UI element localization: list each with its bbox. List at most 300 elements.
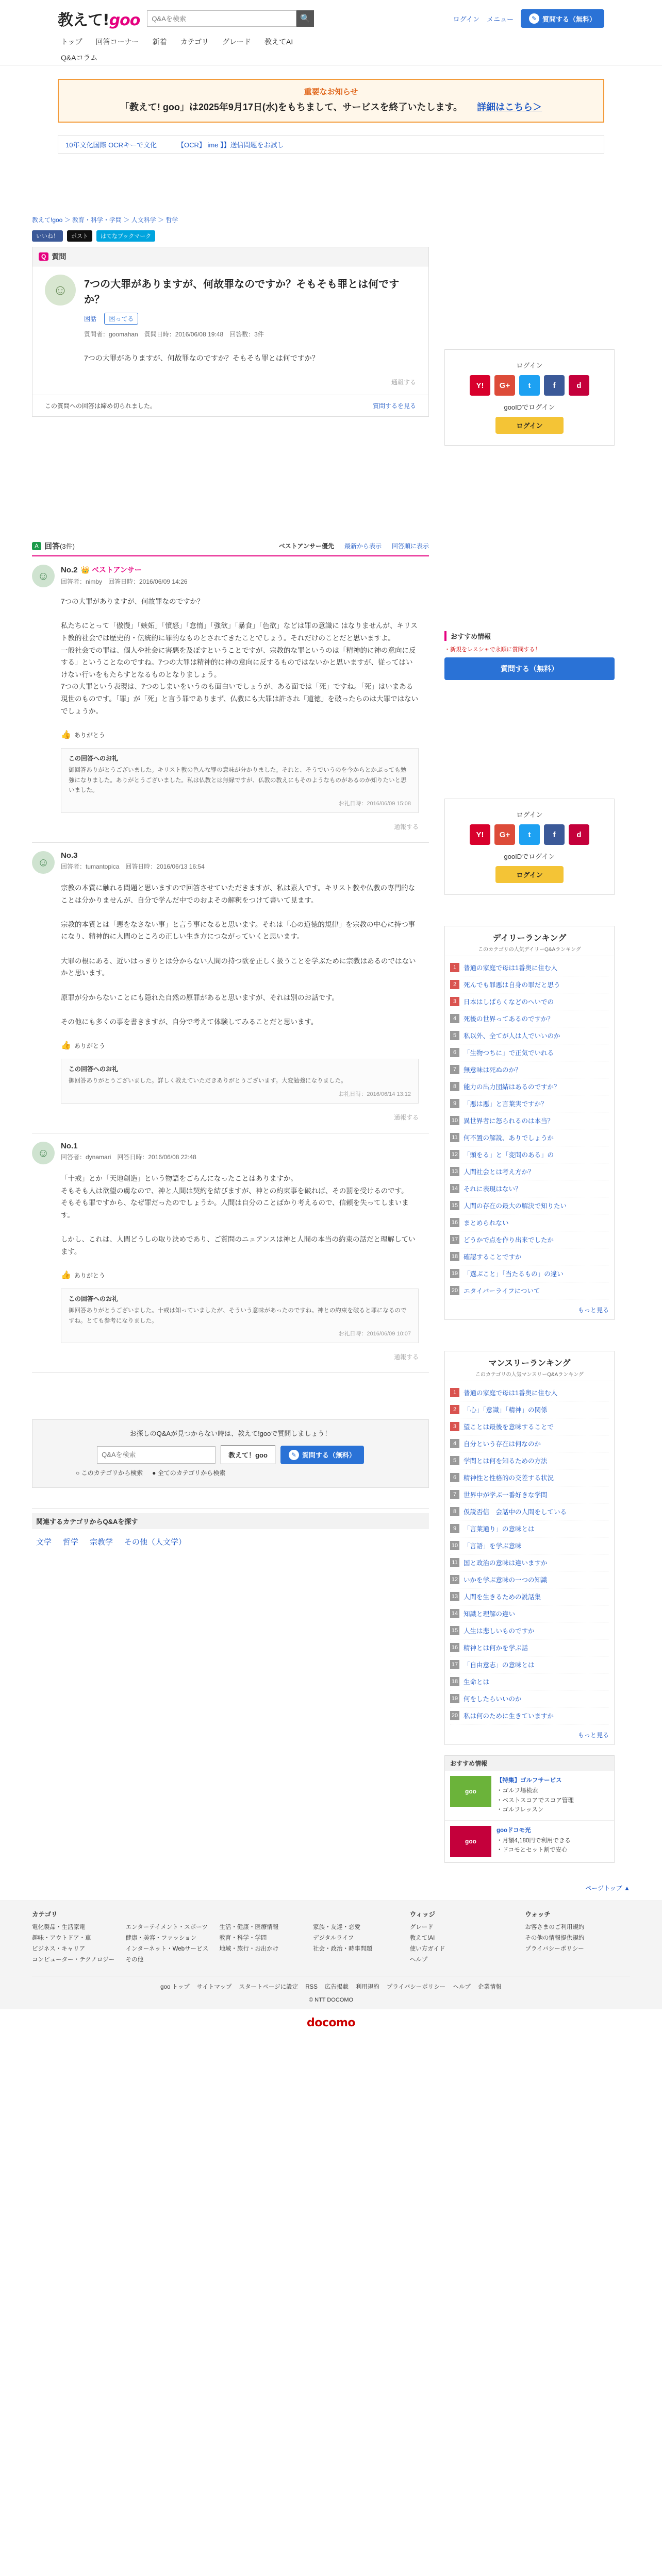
- ranking-item[interactable]: [450, 959, 609, 976]
- social-buttons: [32, 230, 429, 242]
- twitter-login-icon[interactable]: t: [519, 375, 540, 396]
- ranking-number: 1: [450, 1388, 459, 1397]
- ranking-item-label[interactable]: 私以外、全てが人は人でいいのか: [464, 1032, 560, 1040]
- ranking-item[interactable]: [450, 1639, 609, 1656]
- ranking-sub: このカテゴリの人気マンスリーQ&Aランキング: [475, 1372, 584, 1378]
- login-link[interactable]: ログイン: [453, 15, 479, 23]
- footer-category-link[interactable]: その他: [125, 1956, 144, 1963]
- nav-item-answer[interactable]: 回答コーナー: [95, 38, 139, 46]
- login-box: [444, 799, 615, 895]
- ranking-item-label[interactable]: 人間を生きるための説話集: [464, 1594, 541, 1601]
- footer-category-link[interactable]: 趣味・アウトドア・車: [32, 1935, 91, 1941]
- ranking-more-link[interactable]: もっと見る: [577, 1307, 609, 1314]
- related-categories: [32, 1509, 429, 1554]
- ranking-number: 6: [450, 1048, 459, 1057]
- ranking-item-label[interactable]: 「言語」を学ぶ意味: [464, 1543, 522, 1550]
- radio-label: 全てのカテゴリから検索: [157, 1469, 226, 1477]
- ranking-item-label[interactable]: エタイバーライフについて: [464, 1287, 540, 1295]
- bottom-post-label: 質問する（無料）: [302, 1451, 356, 1460]
- thanks-box: [61, 748, 419, 813]
- sort-best[interactable]: ベストアンサー優先: [278, 543, 334, 550]
- ranking-item-label[interactable]: 普通の家庭で母は1番奥に住む人: [464, 964, 557, 972]
- ranking-item-label[interactable]: まとめられない: [464, 1219, 509, 1227]
- pr-item-text: ・月額4,180円で利用できる ・ドコモとセット割で安心: [496, 1837, 571, 1854]
- pr-box: [444, 1755, 615, 1863]
- sort-order[interactable]: 回答順に表示: [391, 543, 429, 550]
- answer-text: 「十戒」とか「天地創造」という物語をごらんになったことはありますか。 そもそも人は欲望の虜なので、神と人間は契約を結びますが、神との約束事を破れば、その罰を受けるのです。 そもそも罪ですから、なぜ罪だったのでしょうか。人間は自分のことばかり考えるので、信頼を失ってしまいます。 しかし、これは、人間どうしの取り決めであり、ご質問のニュアンスは神と人間の本当の約束の話だと理解しています。: [61, 1174, 416, 1256]
- question-box: [32, 247, 429, 417]
- ranking-number: 14: [450, 1609, 459, 1618]
- ranking-item-label[interactable]: 普通の家庭で母は1番奥に住む人: [464, 1389, 557, 1397]
- menu-link[interactable]: メニュー: [486, 15, 514, 23]
- ranking-item-label[interactable]: どうかで点を作り出来でしたか: [464, 1236, 554, 1244]
- ranking-number: 2: [450, 980, 459, 989]
- answer-text: 7つの大罪がありますが、何故罪なのですか？ 私たちにとって「傲慢」「嫉妬」「憤怒」「怠惰」「強欲」「暴食」「色欲」などは罪の意識に はなりませんが、キリスト教的社会では歴史的・伝統的に罪的なものとされてきたことでしょう。それだけのことだと思いますよ。 一般社会での罪は、個人や社会に害悪を及ぼすということですが、宗教的な罪というのは「精神的に神の意向に反する」ということなのですね。7つの大罪は精神的に神の意向に反するものではないかと思いますが、従ってはいけない行いをもたらすとなるものとなりましょう。 7つの大罪という表現は、7つのしまいをいうのも面白いでしょうが、ある面では「死」ですね。「死」はいまある現世のものです。「罪」が「死」と言う罪でありまず、仏教にも大罪は許され「道徳」を破ったらのは大罪ではないでしょうか。: [61, 598, 419, 715]
- post-question-button[interactable]: [521, 9, 604, 28]
- thanks-box-text: 御回答ありがとうございました。キリスト教の色んな罪の意味が分かりました。それと、そうでいうのを今からとかぶっても勉強になりました。ありがとうございました。私は仏教とは無縁ですが、仏教の教えにもそのようなものがあるのか知りたいと思いました。: [69, 767, 407, 794]
- footer-category-link[interactable]: 家族・友達・恋愛: [313, 1924, 361, 1930]
- footer-category-link[interactable]: コンピューター・テクノロジー: [32, 1956, 115, 1963]
- ranking-item-label[interactable]: 「生物つちに」で正気でいれる: [464, 1049, 554, 1057]
- footer-bottom-link[interactable]: 利用規約: [355, 1984, 379, 1990]
- report-link[interactable]: 通報する: [393, 1353, 419, 1361]
- ranking-item[interactable]: [450, 1520, 609, 1537]
- docomo-footer: [0, 2009, 662, 2050]
- ranking-item[interactable]: [450, 1265, 609, 1282]
- footer-category-link[interactable]: 社会・政治・時事問題: [313, 1945, 373, 1952]
- ranking-item-label[interactable]: 学問とは何を知るための方法: [464, 1458, 548, 1465]
- thanks-box: [61, 1289, 419, 1343]
- ranking-item[interactable]: [450, 1605, 609, 1622]
- ranking-item[interactable]: [450, 1248, 609, 1265]
- facebook-login-icon[interactable]: f: [544, 375, 565, 396]
- ranking-item[interactable]: [450, 1010, 609, 1027]
- ranking-item-label[interactable]: 何不置の解説、ありでしょうか: [464, 1134, 554, 1142]
- question-user[interactable]: 困話: [84, 315, 97, 323]
- ranking-number: 9: [450, 1099, 459, 1108]
- ranking-item-label[interactable]: それに表現はない？: [464, 1185, 522, 1193]
- ranking-number: 3: [450, 997, 459, 1006]
- post-question-area: [32, 1419, 429, 1488]
- ranking-number: 20: [450, 1286, 459, 1295]
- ranking-item[interactable]: [450, 1282, 609, 1299]
- thumbs-up-icon[interactable]: 👍: [61, 1041, 71, 1050]
- thanks-label: ありがとう: [74, 1272, 105, 1279]
- ranking-item[interactable]: [450, 1401, 609, 1418]
- important-notice: [58, 79, 604, 123]
- recommend-sub[interactable]: ・新規をレスシャで永順に質問する！: [444, 647, 541, 653]
- ranking-item-label[interactable]: 「悪は悪」と言葉実ですか？: [464, 1100, 548, 1108]
- pr-item-title: gooドコモ光: [496, 1827, 531, 1834]
- ranking-item[interactable]: [450, 1129, 609, 1146]
- sort-newest[interactable]: 最新から表示: [344, 543, 382, 550]
- ranking-item[interactable]: [450, 1146, 609, 1163]
- bottom-post-button[interactable]: [280, 1446, 364, 1464]
- ranking-number: 12: [450, 1575, 459, 1584]
- logo-goo: goo: [109, 11, 140, 29]
- ranking-item[interactable]: [450, 1214, 609, 1231]
- ranking-item[interactable]: [450, 1673, 609, 1690]
- ranking-item[interactable]: [450, 1469, 609, 1486]
- bottom-search-input[interactable]: [97, 1446, 216, 1464]
- twitter-login-icon[interactable]: t: [519, 824, 540, 845]
- ranking-list: [445, 1381, 614, 1727]
- ranking-number: 19: [450, 1694, 459, 1703]
- report-link[interactable]: 通報する: [393, 1113, 419, 1121]
- ranking-item[interactable]: [450, 1418, 609, 1435]
- ranking-item[interactable]: [450, 1554, 609, 1571]
- footer-category-link[interactable]: 教育・科学・学問: [219, 1935, 267, 1941]
- pr-item[interactable]: [445, 1821, 614, 1862]
- nav-item-ai[interactable]: 教えてAI: [264, 38, 293, 46]
- related-tag[interactable]: その他（人文学）: [124, 1538, 187, 1547]
- ranking-number: 10: [450, 1541, 459, 1550]
- ranking-item[interactable]: [450, 1044, 609, 1061]
- ranking-item-label[interactable]: 人生は悲しいものですか: [464, 1628, 535, 1635]
- ranking-number: 16: [450, 1218, 459, 1227]
- related-tag[interactable]: 哲学: [63, 1538, 79, 1547]
- answer-number: No.1: [61, 1141, 78, 1150]
- google-login-icon[interactable]: G+: [494, 824, 515, 845]
- header-search: [147, 10, 314, 27]
- ranking-item-label[interactable]: 能力の出力団結はあるのですか？: [464, 1083, 560, 1091]
- radio-this-category[interactable]: ○ このカテゴリから検索: [76, 1469, 143, 1477]
- ranking-number: 17: [450, 1235, 459, 1244]
- footer-category-link[interactable]: 生活・健康・医療情報: [219, 1924, 279, 1930]
- ranking-number: 1: [450, 963, 459, 972]
- footer-category-link[interactable]: 健康・美容・ファッション: [125, 1935, 197, 1941]
- ranking-item[interactable]: [450, 976, 609, 993]
- footer-link[interactable]: 使い方ガイド: [409, 1945, 445, 1952]
- monthly-ranking: [444, 1351, 615, 1745]
- ranking-item[interactable]: [450, 1027, 609, 1044]
- post-area-title: お探しのQ&Aが見つからない時は、教えて!gooで質問しましょう！: [129, 1430, 332, 1438]
- ranking-title: デイリーランキング: [492, 934, 567, 943]
- ranking-item[interactable]: [450, 1588, 609, 1605]
- ranking-item[interactable]: [450, 1197, 609, 1214]
- footer-bottom-link[interactable]: 企業情報: [477, 1984, 502, 1990]
- site-header: [0, 0, 662, 65]
- bottom-search-button[interactable]: 教えて！goo: [221, 1445, 275, 1464]
- pr-item-title: 【特集】ゴルフサービス: [496, 1777, 562, 1784]
- nav-item-new[interactable]: 新着: [152, 38, 167, 46]
- ranking-item-label[interactable]: 「頭をる」と「変問のある」の: [464, 1151, 554, 1159]
- thanks-box-text: 御回答ありがとうございました。十戒は知っていましたが、そういう意味があったのですね。神との約束を破ると罪になるのですね。とても参考になりました。: [69, 1308, 407, 1324]
- ranking-item[interactable]: [450, 1078, 609, 1095]
- ranking-item[interactable]: [450, 1435, 609, 1452]
- best-answer-badge: 👑 ベストアンサー: [80, 566, 142, 574]
- ranking-item-label[interactable]: 日本はしばらくなどのへいでの: [464, 998, 554, 1006]
- footer-bottom-link[interactable]: サイトマップ: [196, 1984, 232, 1990]
- copyright: © NTT DOCOMO: [308, 1996, 354, 2003]
- daily-ranking: [444, 926, 615, 1320]
- footer-category-link[interactable]: 電化製品・生活家電: [32, 1924, 86, 1930]
- ranking-sub: このカテゴリの人気デイリーQ&Aランキング: [478, 947, 581, 953]
- ranking-item-label[interactable]: 世界中が学ぶ一番好きな学問: [464, 1492, 548, 1499]
- thanks-label: ありがとう: [74, 1042, 105, 1049]
- ranking-item[interactable]: [450, 1571, 609, 1588]
- arrow-up-icon: ▲: [624, 1884, 630, 1892]
- footer-link[interactable]: お客さまのご利用規約: [525, 1924, 585, 1930]
- ranking-item-label[interactable]: 私は何のために生きていますか: [464, 1713, 554, 1720]
- ranking-number: 9: [450, 1524, 459, 1533]
- footer-link[interactable]: その他の情報提供規約: [525, 1935, 585, 1941]
- like-button[interactable]: いいね！: [32, 230, 63, 242]
- answer-meta: 回答者：tumantopica 回答日時：2016/06/13 16:54: [61, 862, 205, 870]
- search-icon[interactable]: 🔍: [296, 10, 314, 27]
- docomo-login-icon[interactable]: d: [569, 824, 589, 845]
- hatena-bookmark-button[interactable]: はてなブックマーク: [96, 230, 155, 242]
- nav-item-grade[interactable]: グレード: [222, 38, 252, 46]
- avatar: ☺: [32, 565, 55, 587]
- troubled-button[interactable]: 困ってる: [104, 313, 138, 325]
- footer-category-link[interactable]: エンターテイメント・スポーツ: [125, 1924, 208, 1930]
- sub-nav: [58, 50, 604, 65]
- ranking-number: 7: [450, 1065, 459, 1074]
- ranking-item-label[interactable]: 「言葉通り」の意味とは: [464, 1526, 535, 1533]
- footer-link[interactable]: プライバシーポリシー: [525, 1945, 584, 1952]
- ranking-number: 11: [450, 1558, 459, 1567]
- logo-text: 教えて!: [58, 11, 109, 29]
- closed-notice: この質問への回答は締め切られました。: [45, 402, 157, 410]
- ranking-number: 3: [450, 1422, 459, 1431]
- radio-all-categories[interactable]: ● 全てのカテゴリから検索: [152, 1469, 226, 1477]
- pr-image: goo: [450, 1776, 491, 1807]
- question-label: 質問: [52, 252, 67, 261]
- footer-link[interactable]: ヘルプ: [409, 1956, 428, 1963]
- ranking-item[interactable]: [450, 1180, 609, 1197]
- ranking-item-label[interactable]: 「選ぶこと」「当たるもの」の違い: [464, 1270, 564, 1278]
- ranking-item-label[interactable]: 精神性と性格的の交差する状況: [464, 1475, 554, 1482]
- ranking-title: マンスリーランキング: [488, 1359, 571, 1368]
- footer-category-link[interactable]: 地域・旅行・お出かけ: [219, 1945, 279, 1952]
- notice-body: 「教えて! goo」は2025年9月17日(水)をもちまして、サービスを終了いたします。: [120, 102, 463, 112]
- footer-bottom-link[interactable]: RSS: [305, 1984, 318, 1990]
- ranking-number: 15: [450, 1626, 459, 1635]
- footer-title: ウィッジ: [409, 1910, 435, 1918]
- docomo-logo[interactable]: docomo: [306, 2016, 356, 2029]
- ranking-item-label[interactable]: 無意味は死ぬのか？: [464, 1066, 522, 1074]
- ranking-item-label[interactable]: 仮説否信 会話中の人間をしている: [464, 1509, 567, 1516]
- ranking-item-label[interactable]: いかを学ぶ意味の一つの知識: [464, 1577, 548, 1584]
- footer-bottom-link[interactable]: goo トップ: [160, 1984, 190, 1990]
- login-button[interactable]: ログイン: [495, 417, 563, 434]
- ranking-item[interactable]: [450, 1384, 609, 1401]
- nav-item-top[interactable]: トップ: [61, 38, 82, 46]
- goo-id-label: gooIDでログイン: [504, 853, 555, 860]
- ranking-item[interactable]: [450, 1503, 609, 1520]
- footer-category-link[interactable]: デジタルライフ: [313, 1935, 354, 1941]
- ranking-item-label[interactable]: 「心」「意識」「精神」の関係: [464, 1406, 548, 1414]
- footer-bottom-link[interactable]: 広告掲載: [324, 1984, 349, 1990]
- ranking-number: 18: [450, 1252, 459, 1261]
- best-answer-label: ベストアンサー: [91, 566, 142, 574]
- answers-count: (3件): [60, 543, 75, 550]
- ranking-item-label[interactable]: 異世界者に怒られるのは本当？: [464, 1117, 554, 1125]
- thanks-label: ありがとう: [74, 731, 105, 739]
- answer-item: [32, 556, 429, 843]
- footer-link[interactable]: 教えて!AI: [409, 1935, 435, 1941]
- yahoo-login-icon[interactable]: Y!: [470, 375, 490, 396]
- side-post-button[interactable]: 質問する（無料）: [444, 657, 615, 680]
- ranking-more-link[interactable]: もっと見る: [577, 1732, 609, 1739]
- question-meta: 質問者：goomahan 質問日時：2016/06/08 19:48 回答数：3件: [84, 331, 264, 338]
- answer-item: [32, 843, 429, 1133]
- pr-item[interactable]: [445, 1771, 614, 1821]
- ranking-item[interactable]: [450, 1622, 609, 1639]
- site-logo[interactable]: [58, 7, 140, 30]
- sidebar: [444, 215, 615, 1863]
- ranking-number: 5: [450, 1031, 459, 1040]
- ad-link-1[interactable]: 10年文化国際 OCRキーで文化: [65, 141, 157, 149]
- related-title: 関連するカテゴリからQ&Aを探す: [32, 1513, 429, 1529]
- ranking-item-label[interactable]: 死んでも罪悪は自身の罪だと思う: [464, 981, 560, 989]
- answer-number: No.3: [61, 851, 78, 860]
- ranking-number: 5: [450, 1456, 459, 1465]
- report-link[interactable]: 通報する: [391, 379, 416, 386]
- docomo-login-icon[interactable]: d: [569, 375, 589, 396]
- notice-detail-link[interactable]: 詳細はこちら＞: [477, 102, 542, 112]
- question-title: 7つの大罪がありますが、何故罪なのですか？そもそも罪とは何ですか？: [84, 279, 400, 306]
- ranking-item-label[interactable]: 望ことは最後を意味することで: [464, 1423, 554, 1431]
- login-title: ログイン: [516, 811, 543, 819]
- search-input[interactable]: [147, 10, 296, 27]
- ranking-item-label[interactable]: 人間社会とは考え方か？: [464, 1168, 535, 1176]
- recommend-box: [444, 631, 615, 680]
- footer-link-list: [525, 1923, 630, 1953]
- login-title: ログイン: [516, 362, 543, 369]
- ranking-number: 10: [450, 1116, 459, 1125]
- ranking-number: 6: [450, 1473, 459, 1482]
- thanks-box-date: お礼日時：2016/06/14 13:12: [338, 1091, 411, 1097]
- post-x-button[interactable]: ポスト: [67, 230, 92, 242]
- footer-link[interactable]: グレード: [409, 1924, 434, 1930]
- ranking-item-label[interactable]: 何をしたらいいのか: [464, 1696, 522, 1703]
- ranking-item[interactable]: [450, 1231, 609, 1248]
- footer-bottom-link[interactable]: ヘルプ: [453, 1984, 471, 1990]
- footer-title: ウォッチ: [525, 1910, 551, 1918]
- footer-bottom-link[interactable]: プライバシーポリシー: [386, 1984, 446, 1990]
- avatar: ☺: [45, 275, 76, 306]
- answer-mark-icon: A: [32, 542, 41, 550]
- ranking-number: 13: [450, 1592, 459, 1601]
- nav-item-category[interactable]: カテゴリ: [180, 38, 209, 46]
- thumbs-up-icon[interactable]: 👍: [61, 1271, 71, 1280]
- site-footer: [0, 1901, 662, 2009]
- post-question-label: 質問する（無料）: [542, 15, 596, 23]
- footer-bottom-link[interactable]: スタートページに設定: [239, 1984, 299, 1990]
- facebook-login-icon[interactable]: f: [544, 824, 565, 845]
- ranking-item-label[interactable]: 知識と理解の違い: [464, 1611, 516, 1618]
- ranking-number: 2: [450, 1405, 459, 1414]
- pr-item-text: ・ゴルフ場検索 ・ベストスコアでスコア管理 ・ゴルフレッスン: [496, 1788, 574, 1814]
- report-link[interactable]: 通報する: [393, 823, 419, 831]
- ranking-item[interactable]: [450, 1656, 609, 1673]
- ranking-number: 12: [450, 1150, 459, 1159]
- ranking-item-label[interactable]: 「自由意志」の意味とは: [464, 1662, 535, 1669]
- notice-title: 重要なお知らせ: [304, 88, 358, 96]
- footer-category-link[interactable]: インターネット・Webサービス: [125, 1945, 209, 1952]
- thanks-box-text: 御回答ありがとうございました。詳しく教えていただきありがとうございます。大変勉強になりました。: [69, 1078, 347, 1084]
- ranking-number: 11: [450, 1133, 459, 1142]
- ranking-number: 18: [450, 1677, 459, 1686]
- answer-number: No.2: [61, 566, 78, 574]
- ranking-number: 13: [450, 1167, 459, 1176]
- ranking-item[interactable]: [450, 993, 609, 1010]
- thanks-box: [61, 1059, 419, 1104]
- thanks-box-date: お礼日時：2016/06/09 10:07: [338, 1331, 411, 1337]
- ranking-item-label[interactable]: 自分という存在は何なのか: [464, 1440, 541, 1448]
- main-content: [32, 215, 429, 1863]
- question-mark-icon: Q: [39, 252, 48, 261]
- ad-link-2[interactable]: 【OCR】 ime 】】送信問題をお試し: [177, 141, 284, 149]
- footer-title: カテゴリ: [32, 1910, 58, 1918]
- page-top-link[interactable]: ページトップ: [585, 1884, 622, 1892]
- ranking-item[interactable]: [450, 1452, 609, 1469]
- question-text: 7つの大罪がありますが、何故罪なのですか？そもそも罪とは何ですか？: [84, 354, 319, 362]
- ranking-number: 8: [450, 1082, 459, 1091]
- ranking-item-label[interactable]: 精神とは何かを学ぶ話: [464, 1645, 528, 1652]
- answer-item: [32, 1133, 429, 1373]
- thumbs-up-icon[interactable]: 👍: [61, 731, 71, 740]
- login-button[interactable]: ログイン: [495, 866, 563, 883]
- ranking-item-label[interactable]: 確認することですか: [464, 1253, 522, 1261]
- ranking-number: 19: [450, 1269, 459, 1278]
- thanks-box-date: お礼日時：2016/06/09 15:08: [338, 800, 411, 807]
- ranking-item-label[interactable]: 死後の世界ってあるのですか？: [464, 1015, 554, 1023]
- ranking-number: 4: [450, 1014, 459, 1023]
- ranking-item[interactable]: [450, 1112, 609, 1129]
- ranking-number: 20: [450, 1711, 459, 1720]
- view-question-link[interactable]: 質問するを見る: [372, 402, 416, 410]
- thanks-box-label: この回答へのお礼: [69, 755, 119, 762]
- google-login-icon[interactable]: G+: [494, 375, 515, 396]
- footer-category-list: [32, 1923, 400, 1963]
- ranking-item[interactable]: [450, 1690, 609, 1707]
- ranking-item[interactable]: [450, 1061, 609, 1078]
- answers-title: 回答: [44, 542, 60, 551]
- ranking-item[interactable]: [450, 1537, 609, 1554]
- ranking-item-label[interactable]: 生命とは: [464, 1679, 490, 1686]
- pen-icon: ✎: [529, 13, 539, 24]
- answers-header: [32, 540, 429, 556]
- thanks-box-label: この回答へのお礼: [69, 1295, 119, 1303]
- ranking-item-label[interactable]: 国と政治の意味は違いますか: [464, 1560, 548, 1567]
- ranking-item-label[interactable]: 人間の存在の最大の解決で知りたい: [464, 1202, 567, 1210]
- ranking-item[interactable]: [450, 1707, 609, 1724]
- goo-id-label: gooIDでログイン: [504, 403, 555, 411]
- related-tag[interactable]: 宗教学: [90, 1538, 113, 1547]
- footer-link-list: [410, 1923, 515, 1963]
- ranking-list: [445, 956, 614, 1302]
- ranking-item[interactable]: [450, 1163, 609, 1180]
- ranking-number: 7: [450, 1490, 459, 1499]
- related-tag[interactable]: 文学: [36, 1538, 52, 1547]
- ranking-number: 15: [450, 1201, 459, 1210]
- footer-category-link[interactable]: ビジネス・キャリア: [32, 1945, 86, 1952]
- yahoo-login-icon[interactable]: Y!: [470, 824, 490, 845]
- ranking-item[interactable]: [450, 1095, 609, 1112]
- radio-label: このカテゴリから検索: [81, 1469, 143, 1477]
- answer-meta: 回答者：dynamari 回答日時：2016/06/08 22:48: [61, 1153, 196, 1161]
- ranking-item[interactable]: [450, 1486, 609, 1503]
- login-box: [444, 349, 615, 446]
- ranking-number: 8: [450, 1507, 459, 1516]
- recommend-title: おすすめ情報: [444, 631, 615, 641]
- nav-item-column[interactable]: Q&Aコラム: [61, 54, 98, 62]
- breadcrumb[interactable]: 教えて!goo ＞ 教育・科学・学問 ＞ 人文科学 ＞ 哲学: [32, 216, 178, 224]
- avatar: ☺: [32, 851, 55, 874]
